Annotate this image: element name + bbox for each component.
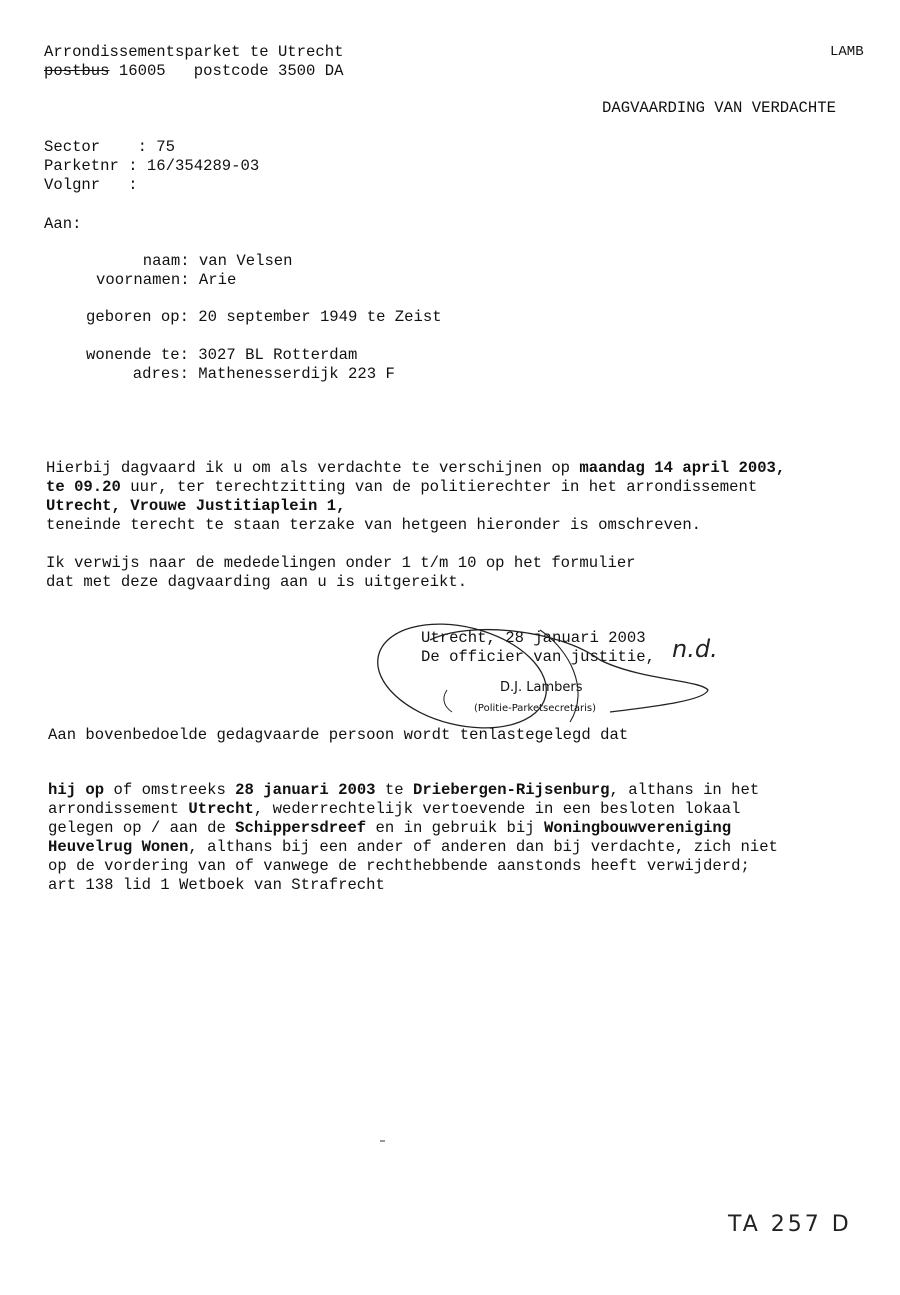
postcode: postcode 3500 DA [193, 62, 344, 80]
reference-line-1: Ik verwijs naar de mededelingen onder 1 t/m 10 op het formulier [46, 554, 636, 572]
charge-article: art 138 lid 1 Wetboek van Strafrecht [48, 876, 385, 894]
signature-stroke [430, 630, 708, 712]
reference-line-2: dat met deze dagvaarding aan u is uitgereikt. [46, 573, 468, 591]
recipient-naam: naam: van Velsen [96, 252, 293, 270]
stamp-oval [367, 608, 558, 745]
street-name: Schippersdreef [235, 819, 367, 837]
recipient-geboren: geboren op: 20 september 1949 te Zeist [86, 308, 442, 326]
summons-line-1: Hierbij dagvaard ik u om als verdachte te verschijnen op maandag 14 april 2003, [46, 459, 786, 477]
signer-name: D.J. Lambers [500, 680, 583, 695]
hearing-time: te 09.20 [46, 478, 121, 496]
charge-intro: Aan bovenbedoelde gedagvaarde persoon wordt tenlastegelegd dat [48, 726, 629, 744]
signature-initials: n.d. [672, 635, 718, 663]
offence-place: Driebergen-Rijsenburg [412, 781, 610, 799]
signature-officer: De officier van justitie, [421, 648, 655, 666]
court-address: Utrecht, Vrouwe Justitiaplein 1, [46, 497, 346, 515]
recipient-voornamen: voornamen: Arie [96, 271, 237, 289]
charge-line-4: Heuvelrug Wonen, althans bij een ander of anderen dan bij verdachte, zich niet [48, 838, 778, 856]
housing-association: Heuvelrug Wonen [48, 838, 189, 856]
summons-line-4: teneinde terecht te staan terzake van hetgeen hieronder is omschreven. [46, 516, 702, 534]
sector-line: Sector : 75 [44, 138, 176, 156]
summons-line-2: te 09.20 uur, ter terechtzitting van de politierechter in het arrondissement [46, 478, 758, 496]
hearing-date: maandag 14 april 2003, [579, 459, 786, 477]
volgnr-line: Volgnr : [44, 176, 138, 194]
charge-line-2: arrondissement Utrecht, wederrechtelijk vertoevende in een besloten lokaal [48, 800, 741, 818]
document-code: LAMB [830, 44, 864, 60]
charge-line-5: op de vordering van of vanwege de rechthebbende aanstonds heeft verwijderd; [48, 857, 750, 875]
office-name: Arrondissementsparket te Utrecht [44, 43, 344, 61]
signature-place-date: Utrecht, 28 januari 2003 [421, 629, 646, 647]
signer-role: (Politie-Parketsecretaris) [474, 703, 596, 714]
postbus-label: postbus [44, 62, 110, 80]
aan-label: Aan: [44, 215, 82, 233]
parketnr-line: Parketnr : 16/354289-03 [44, 157, 260, 175]
offence-date: 28 januari 2003 [235, 781, 376, 799]
signature-stroke-2 [540, 630, 578, 722]
recipient-wonende: wonende te: 3027 BL Rotterdam [86, 346, 358, 364]
handwritten-reference: TA 257 D [728, 1212, 852, 1237]
postbus-number: 16005 [118, 62, 166, 80]
charge-line-1: hij op of omstreeks 28 januari 2003 te Driebergen-Rijsenburg, althans in het [48, 781, 760, 799]
signature-stroke-3 [444, 690, 452, 712]
document-title: DAGVAARDING VAN VERDACHTE [602, 99, 836, 117]
charge-line-3: gelegen op / aan de Schippersdreef en in gebruik bij Woningbouwvereniging [48, 819, 732, 837]
recipient-adres: adres: Mathenesserdijk 223 F [86, 365, 395, 383]
